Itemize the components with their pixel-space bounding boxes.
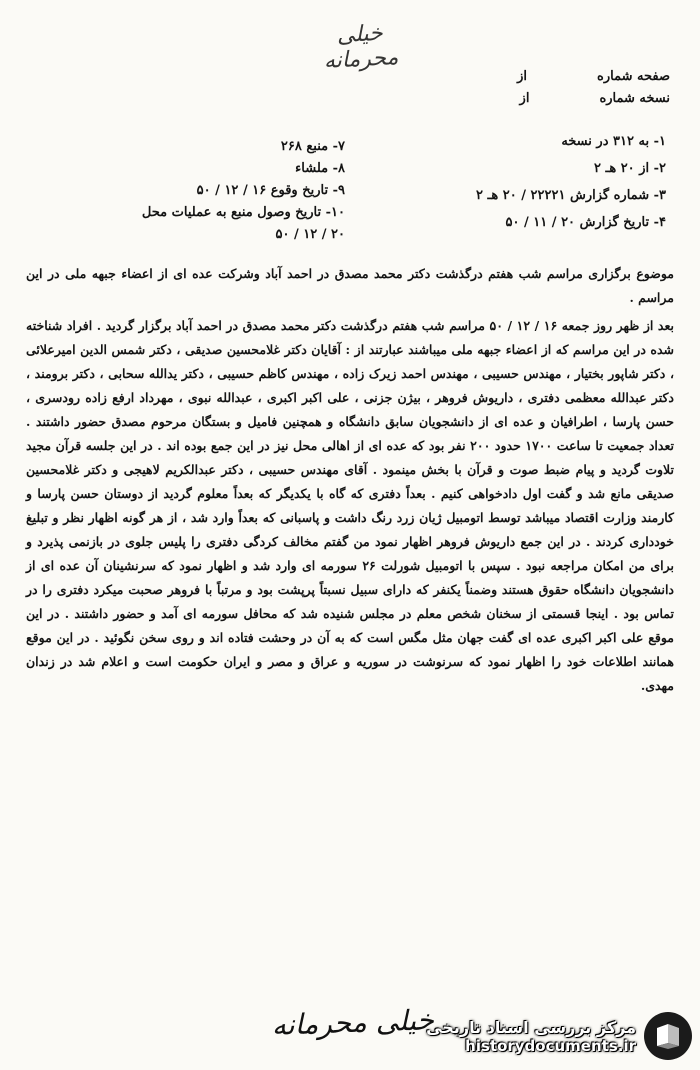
ref-line: ۱۰- تاریخ وصول منبع به عملیات محل <box>141 205 345 220</box>
ref-line: ۸- ملشاء <box>295 161 345 176</box>
page-of-label: از <box>517 69 528 84</box>
watermark-text <box>426 1018 636 1055</box>
document-logo-icon <box>644 1012 692 1060</box>
watermark-persian: مرکز بررسی اسناد تاریخی <box>426 1017 636 1037</box>
classification-stamp-bottom: خیلی محرمانه <box>271 1003 435 1042</box>
page-number-label: صفحه شماره <box>597 69 670 84</box>
report-subject: موضوع برگزاری مراسم شب هفتم درگذشت دکتر محمد مصدق در احمد آباد وشرکت عده ای از اعضاء جبهه ملی در این مراسم . <box>26 266 674 305</box>
report-body <box>26 262 674 702</box>
ref-line: ۹- تاریخ وقوع ۱۶ / ۱۲ / ۵۰ <box>196 183 345 198</box>
ref-line: ۴- تاریخ گزارش ۲۰ / ۱۱ / ۵۰ <box>505 215 666 230</box>
watermark-url[interactable]: historydocuments.ir <box>465 1036 636 1055</box>
ref-line: ۲۰ / ۱۲ / ۵۰ <box>275 227 345 242</box>
page-number-row <box>370 66 670 88</box>
report-references-left <box>95 136 345 246</box>
watermark <box>412 1010 692 1062</box>
report-paragraph: بعد از ظهر روز جمعه ۱۶ / ۱۲ / ۵۰ مراسم شب هفتم درگذشت دکتر محمد مصدق در احمد آباد برگزار گردید . افراد شناخته شده در این مراسم که از اعضاء جبهه ملی میباشند عبارتند از : آقایان دکتر غلامحسین صدیقی ، دکتر شمس الدین امیرعلائی ، دکتر شاپور بختیار ، مهندس حسیبی ، مهندس احمد زیرک زاده ، مهندس کاظم حسیبی ، دکتر یدالله سحابی ، دکتر برومند ، دکتر عبدالله معظمی دفتری ، داریوش فروهر ، بیژن جزنی ، علی اکبر اکبری ، عبدالله نبوی ، مهرداد ارفع زاده رودسری ، حسن پارسا ، اطرافیان و عده ای از دانشجویان سابق دانشگاه و همچنین فامیل و بستگان مرحوم مصدق حضور داشتند . تعداد جمعیت تا ساعت ۱۷۰۰ حدود ۲۰۰ نفر بود که عده ای از اهالی محل نیز در این جمع بوده اند . در این جلسه قرآن مجید تلاوت گردید و پیام ضبط صوت و قرآن با بخش مینمود . آقای مهندس حسیبی ، دکتر عبدالکریم لاهیجی و دکتر غلامحسین صدیقی مانع شد و گفت اول دادخواهی کنیم . بعداً دفتری که گاه با یکدیگر که بعداً معلوم گردید از دوستان حسن پارسا و کارمند وزارت اقتصاد میباشد توسط اتومبیل ژیان زرد رنگ داشت و پاسبانی که بعداً وارد شد ، از هر گونه اظهار نظر و تبلیغ خودداری کردند . در این جمع داریوش فروهر اظهار نمود من گفتم مخالف کردگی دفتری را پلیس جلوی در بازنمی پذیرد و برای من امکان مراجعه نبود . سپس با اتومبیل شورلت ۲۶ سورمه ای وارد شد و اظهار نمود که سرنشینان آن عده ای از دانشجویان دانشگاه حقوق هستند وضمناً یکنفر که دارای سبیل نسبتاً پرپشت بود و مرتباً با فروهر صحبت میکرد دفتری را در تماس بود . اینجا قسمتی از سخنان شخص معلم در مجلس شنیده شد که محافل سورمه ای آمد و حضور داشتند . در این موقع علی اکبر اکبری عده ای گفت جهان مثل مگس است که به آن در وحشت فتاده اند و روی سخن نگوئید . در این موقع همانند اطلاعات خود را اظهار نمود که سرنوشت در سوریه و عراق و مصر و ایران حکومت است و اعلام شد در زندان مهدی. <box>26 318 674 693</box>
page-meta <box>370 66 670 110</box>
ref-line: ۱- به ۳۱۲ در نسخه <box>561 134 666 149</box>
ref-line: ۳- شماره گزارش ۲۲۲۲۱ / ۲۰ هـ ۲ <box>476 188 666 203</box>
copy-of-label: از <box>519 91 530 106</box>
ref-line: ۲- از ۲۰ هـ ۲ <box>594 161 666 176</box>
report-references-right <box>366 128 666 236</box>
classification-stamp-top: خیلی محرمانه <box>323 20 399 74</box>
ref-line: ۷- منبع ۲۶۸ <box>280 139 345 154</box>
copy-number-row <box>370 88 670 110</box>
copy-number-label: نسخه شماره <box>599 91 670 106</box>
